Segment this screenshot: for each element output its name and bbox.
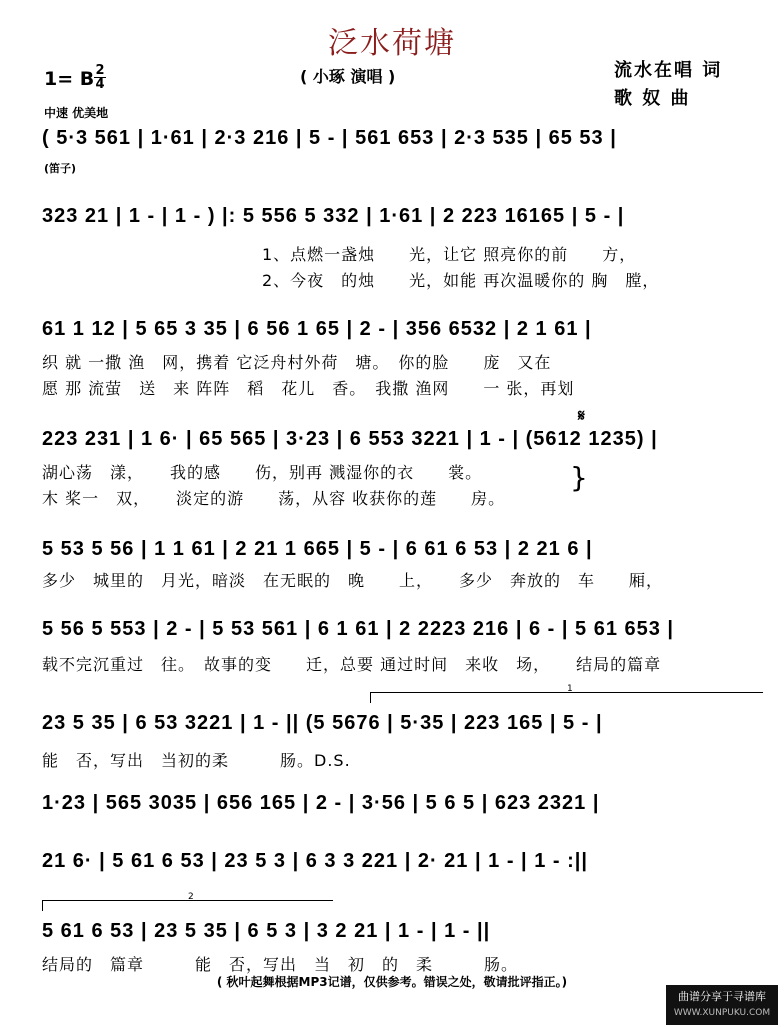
time-signature: [94, 64, 106, 91]
singer-credit: ( 小琢 演唱 ): [300, 67, 396, 86]
footer-note: ( 秋叶起舞根据MP3记谱，仅供参考。错误之处，敬请批评指正。): [216, 975, 568, 989]
watermark-url: WWW.XUNPUKU.COM: [673, 1008, 771, 1018]
intro-instrument: (笛子): [44, 162, 77, 175]
notation-line-6: 5 56 5 553 | 2 - | 5 53 561 | 6 1 61 | 2 2223 216 | 6 - | 5 61 653 |: [42, 618, 675, 640]
lyric-line-9: 能 否，写出 当初的柔 肠。D.S.: [42, 751, 351, 770]
site-watermark: [666, 985, 778, 1025]
watermark-text: 曲谱分享于寻谱库: [678, 990, 766, 1003]
notation-line-3: 61 1 12 | 5 65 3 35 | 6 56 1 65 | 2 - | 356 6532 | 2 1 61 |: [42, 318, 592, 340]
notation-line-2: 323 21 | 1 - | 1 - ) |: 5 556 5 332 | 1·61 | 2 223 16165 | 5 - |: [42, 205, 625, 227]
segno-sign: 𝄋: [578, 406, 585, 425]
lyricist-credit: 流水在唱 词: [614, 60, 723, 81]
tempo-marking: 中速 优美地: [44, 106, 109, 120]
notation-line-1: ( 5·3 561 | 1·61 | 2·3 216 | 5 - | 561 653 | 2·3 535 | 65 53 |: [42, 127, 617, 149]
notation-line-5: 5 53 5 56 | 1 1 61 | 2 21 1 665 | 5 - | 6 61 6 53 | 2 21 6 |: [42, 538, 593, 560]
volta-1-label: 1: [567, 684, 573, 694]
lyric-line-7: 多少 城里的 月光，暗淡 在无眠的 晚 上， 多少 奔放的 车 厢，: [42, 571, 664, 590]
time-sig-bottom: 4: [95, 77, 105, 92]
notation-line-4: 223 231 | 1 6· | 65 565 | 3·23 | 6 553 3221 | 1 - | (5612 1235) |: [42, 428, 658, 450]
notation-line-9: 21 6· | 5 61 6 53 | 23 5 3 | 6 3 3 221 | 2· 21 | 1 - | 1 - :||: [42, 850, 588, 872]
lyric-line-10: 结局的 篇章 能 否，写出 当 初 的 柔 肠。: [42, 955, 519, 974]
notation-line-7: 23 5 35 | 6 53 3221 | 1 - || (5 5676 | 5·35 | 223 165 | 5 - |: [42, 712, 603, 734]
lyric-line-4: 愿 那 流萤 送 来 阵阵 稻 花儿 香。 我撒 渔网 一 张，再划: [42, 379, 575, 398]
lyric-line-5: 湖心荡 漾， 我的感 伤，别再 溅湿你的衣 裳。: [42, 463, 483, 482]
time-sig-top: 2: [95, 63, 105, 78]
verse-brace: }: [570, 461, 588, 494]
lyric-line-8: 载不完沉重过 往。 故事的变 迁，总要 通过时间 来收 场， 结局的篇章: [42, 655, 662, 674]
volta-1-bracket: [370, 684, 763, 703]
song-title: 泛水荷塘: [328, 26, 456, 61]
lyric-line-2: 2、今夜 的烛 光，如能 再次温暖你的 胸 膛，: [262, 271, 660, 290]
volta-2-label: 2: [188, 892, 194, 902]
lyric-line-6: 木 桨一 双， 淡定的游 荡，从容 收获你的莲 房。: [42, 489, 506, 508]
composer-credit: 歌 奴 曲: [614, 88, 691, 109]
volta-2-bracket: [42, 892, 333, 911]
key-signature: 1= B: [44, 68, 95, 90]
notation-line-10: 5 61 6 53 | 23 5 35 | 6 5 3 | 3 2 21 | 1 - | 1 - ||: [42, 920, 491, 942]
lyric-line-3: 织 就 一撒 渔 网，携着 它泛舟村外荷 塘。 你的脸 庞 又在: [42, 353, 552, 372]
notation-line-8: 1·23 | 565 3035 | 656 165 | 2 - | 3·56 | 5 6 5 | 623 2321 |: [42, 792, 600, 814]
lyric-line-1: 1、点燃一盏烛 光，让它 照亮你的前 方，: [262, 245, 637, 264]
